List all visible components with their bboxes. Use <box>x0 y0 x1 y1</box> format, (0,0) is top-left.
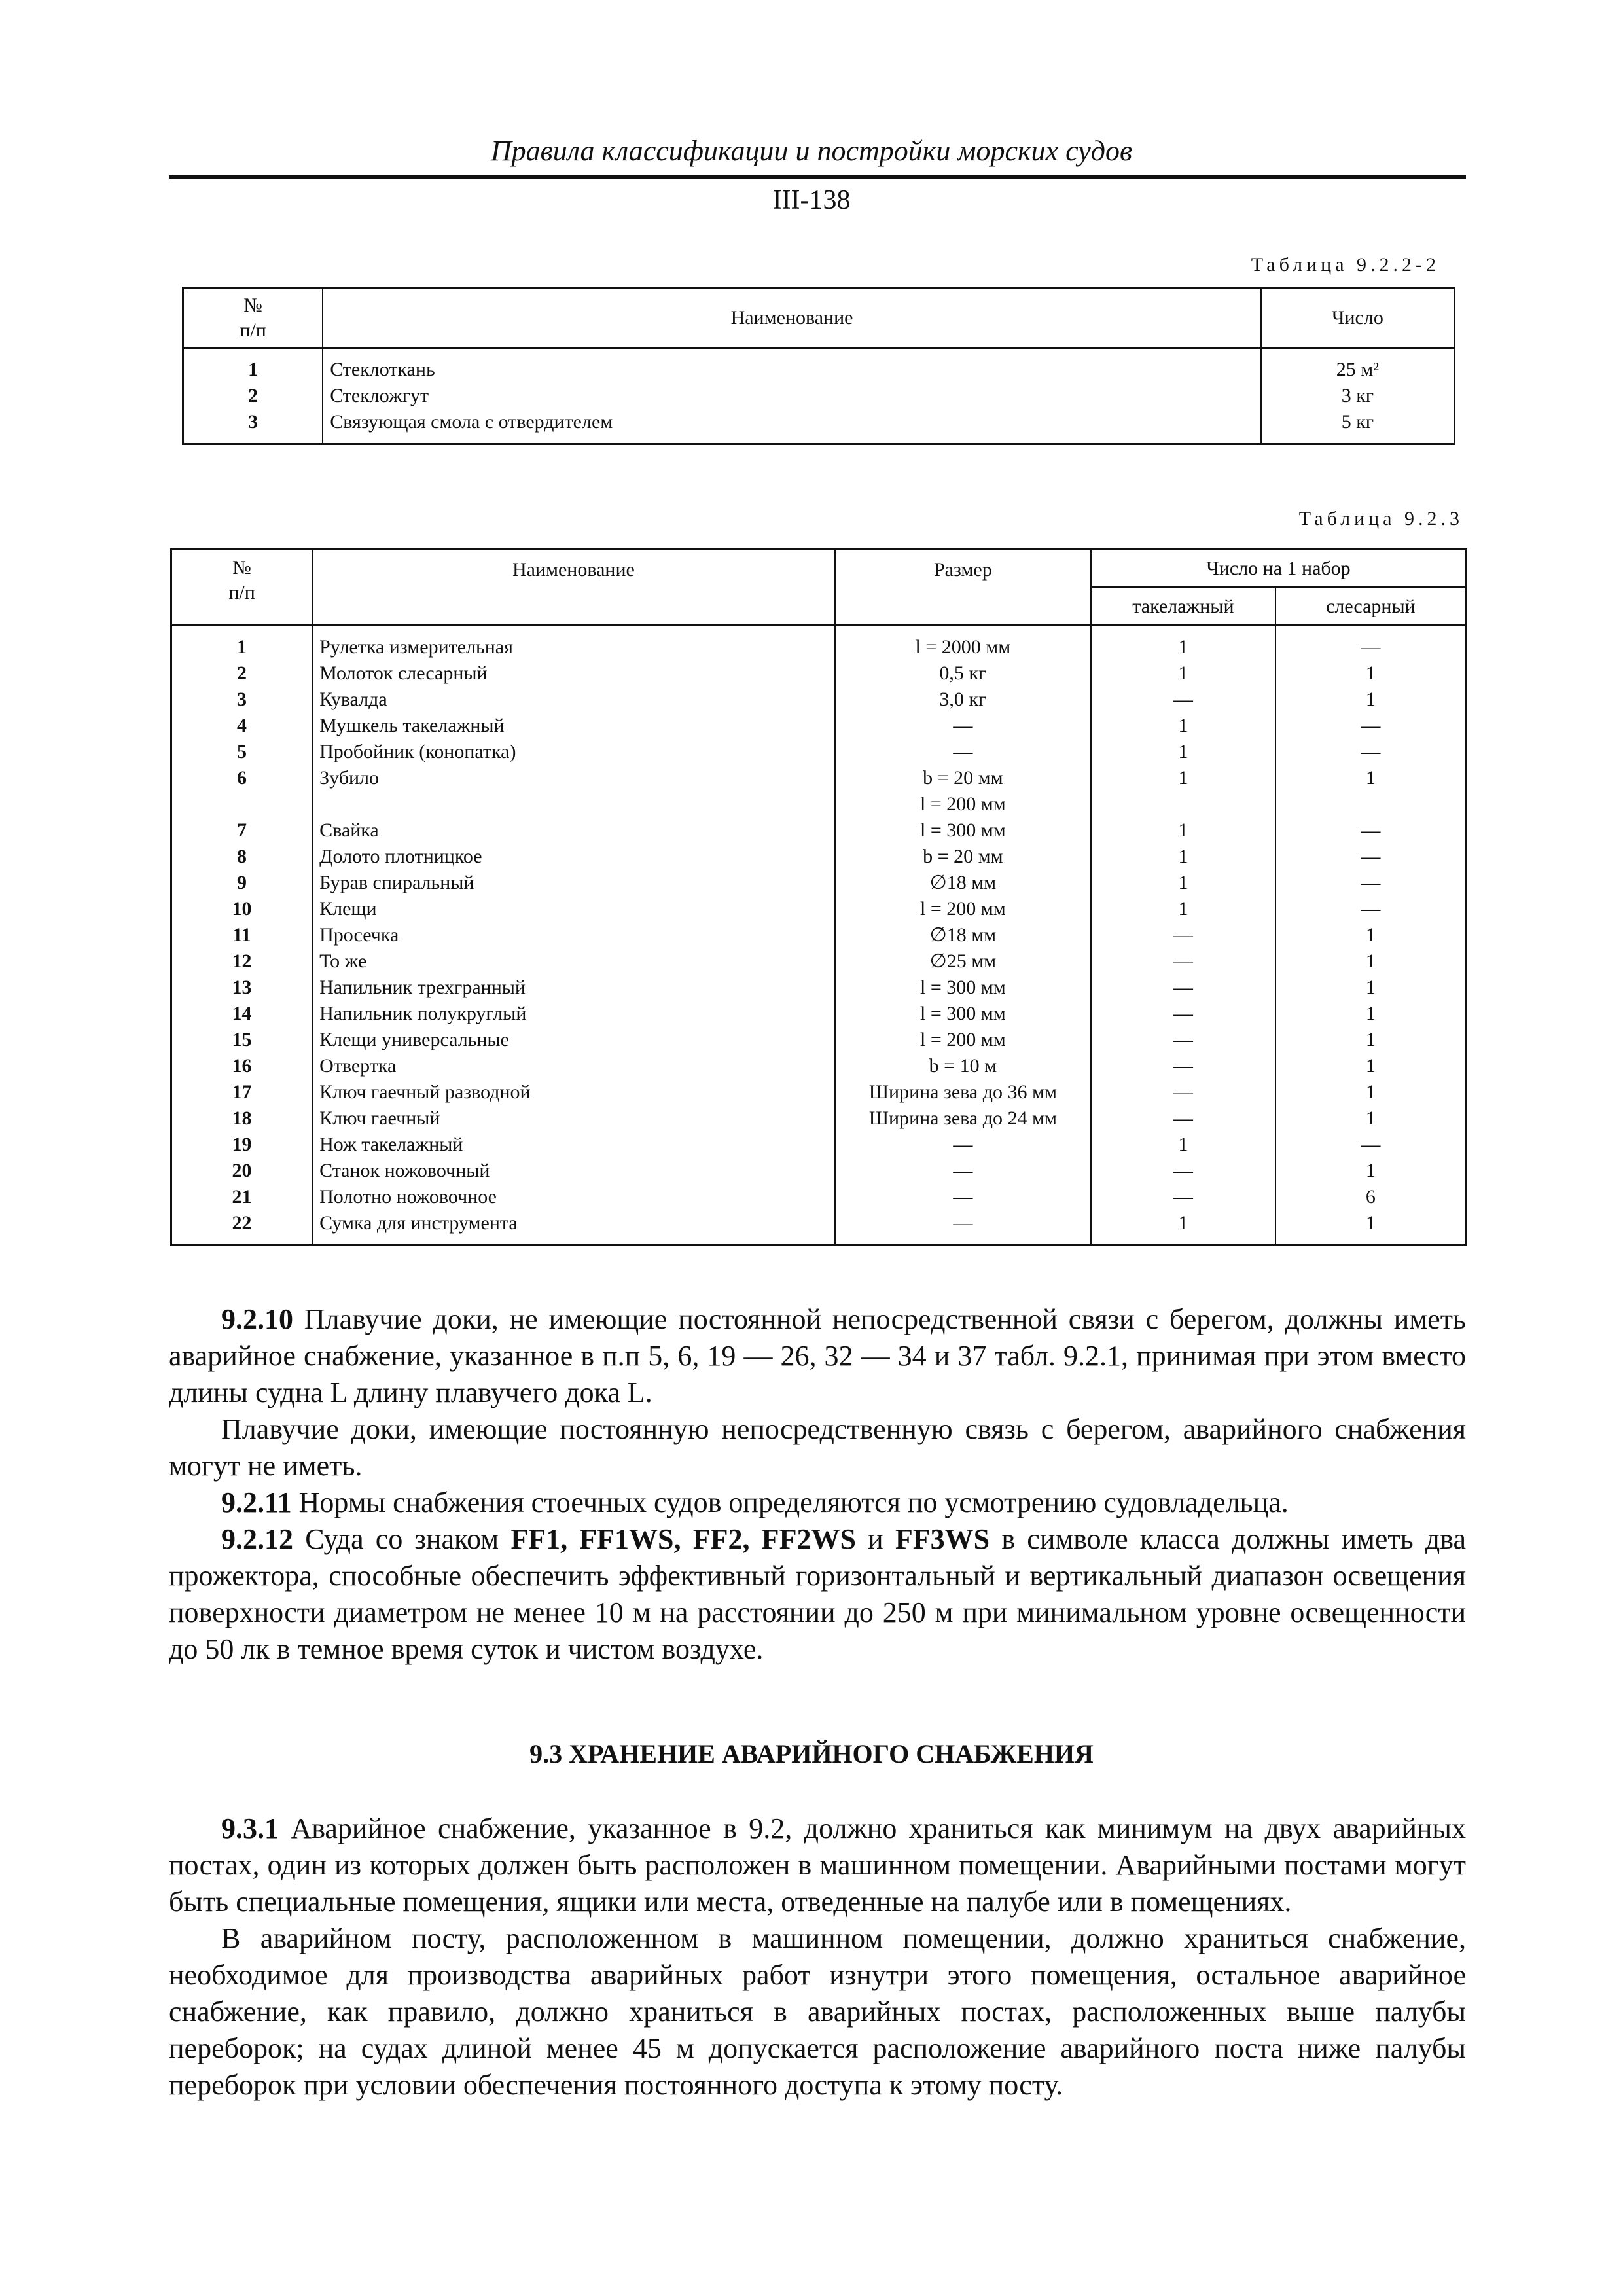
item-name: Стеклоткань <box>323 348 1261 384</box>
count-rigging: 1 <box>1091 817 1275 844</box>
item-name: Зубило <box>312 765 835 791</box>
row-number: 2 <box>171 660 313 687</box>
row-number: 10 <box>171 896 313 922</box>
item-size: 0,5 кг <box>835 660 1091 687</box>
item-name: Стекложгут <box>323 383 1261 409</box>
page-number: III-138 <box>772 185 851 215</box>
count-locksmith: 1 <box>1365 1029 1376 1050</box>
row-number: 11 <box>171 922 313 948</box>
section-heading: 9.3 ХРАНЕНИЕ АВАРИЙНОГО СНАБЖЕНИЯ <box>529 1739 1094 1768</box>
item-size: — <box>835 1158 1091 1184</box>
row-number: 18 <box>171 1105 313 1132</box>
count-rigging: — <box>1091 1001 1275 1027</box>
count-locksmith: 1 <box>1365 1107 1376 1129</box>
item-name: Станок ножовочный <box>312 1158 835 1184</box>
table-row <box>171 1210 1467 1246</box>
item-name: Пробойник (конопатка) <box>312 739 835 765</box>
count-rigging: 1 <box>1091 713 1275 739</box>
clause-number: 9.3.1 <box>221 1812 279 1844</box>
table-9-2-2-2 <box>182 287 1455 445</box>
table-row <box>171 1001 1467 1027</box>
table-9-2-3 <box>170 548 1467 1246</box>
row-number: 8 <box>171 844 313 870</box>
item-name: Ключ гаечный <box>312 1105 835 1132</box>
item-size: ∅25 мм <box>835 948 1091 975</box>
count-rigging: 1 <box>1091 896 1275 922</box>
count-rigging <box>1091 791 1275 817</box>
table-row <box>183 383 1455 409</box>
table-row <box>171 1105 1467 1132</box>
item-name: Полотно ножовочное <box>312 1184 835 1210</box>
table-row <box>183 348 1455 384</box>
row-number: 16 <box>171 1053 313 1079</box>
item-name: Нож такелажный <box>312 1132 835 1158</box>
count-locksmith: — <box>1361 1134 1381 1155</box>
clause-number: 9.2.10 <box>221 1303 293 1335</box>
class-mark-last: FF3WS <box>895 1523 990 1555</box>
row-number: 4 <box>171 713 313 739</box>
row-number: 1 <box>171 626 313 661</box>
count-rigging: — <box>1091 1027 1275 1053</box>
table-row <box>171 870 1467 896</box>
item-size: l = 300 мм <box>835 817 1091 844</box>
count-rigging: — <box>1091 975 1275 1001</box>
item-name: Ключ гаечный разводной <box>312 1079 835 1105</box>
item-size: b = 10 м <box>835 1053 1091 1079</box>
row-number: 2 <box>183 383 323 409</box>
item-size: ∅18 мм <box>835 870 1091 896</box>
count-rigging: — <box>1091 1079 1275 1105</box>
count-rigging: — <box>1091 1053 1275 1079</box>
table-row <box>171 791 1467 817</box>
count-rigging: 1 <box>1091 844 1275 870</box>
item-size: l = 300 мм <box>835 975 1091 1001</box>
table-row <box>171 660 1467 687</box>
table1-caption: Таблица 9.2.2-2 <box>1251 254 1440 276</box>
table-row <box>183 409 1455 444</box>
count-rigging: 1 <box>1091 660 1275 687</box>
count-locksmith: 1 <box>1365 924 1376 946</box>
item-size: — <box>835 739 1091 765</box>
item-name: Молоток слесарный <box>312 660 835 687</box>
table-row <box>171 948 1467 975</box>
item-name: Клещи универсальные <box>312 1027 835 1053</box>
count-locksmith: — <box>1361 715 1381 736</box>
row-number: 15 <box>171 1027 313 1053</box>
count-locksmith: 1 <box>1365 1003 1376 1024</box>
row-number: 3 <box>183 409 323 444</box>
t2-header-count: Число на 1 набор <box>1091 550 1466 588</box>
item-name: Клещи <box>312 896 835 922</box>
row-number: 14 <box>171 1001 313 1027</box>
class-marks: FF1, FF1WS, FF2, FF2WS <box>510 1523 856 1555</box>
t2-header-size: Размер <box>835 550 1091 626</box>
count-locksmith: 6 <box>1365 1186 1376 1208</box>
count-rigging: — <box>1091 1105 1275 1132</box>
t2-header-no: № п/п <box>171 550 313 626</box>
count-rigging: 1 <box>1091 1132 1275 1158</box>
table-row <box>171 1053 1467 1079</box>
count-locksmith: 1 <box>1365 1212 1376 1234</box>
item-name: Свайка <box>312 817 835 844</box>
item-size: — <box>835 713 1091 739</box>
row-number: 20 <box>171 1158 313 1184</box>
count-locksmith: 1 <box>1365 977 1376 998</box>
table-row <box>171 922 1467 948</box>
item-name: Бурав спиральный <box>312 870 835 896</box>
table-row <box>171 1132 1467 1158</box>
paragraph-9-3-1: 9.3.1 Аварийное снабжение, указанное в 9.2, должно храниться как минимум на двух аварийных постах, один из которых должен быть расположен в машинном помещении. Аварийными постами могут быть специальные помещения, ящики или места, отведенные на палубе или в помещениях. <box>169 1812 1466 1918</box>
t2-header-name: Наименование <box>312 550 835 626</box>
count-locksmith: — <box>1361 846 1381 867</box>
count-rigging: — <box>1091 1184 1275 1210</box>
paragraph-9-2-12: 9.2.12 Суда со знаком FF1, FF1WS, FF2, FF2WS и FF3WS в символе класса должны иметь два прожектора, способные обеспечить эффективный горизонтальный и вертикальный диапазон освещения поверхности диаметром не менее 10 м на расстоянии до 250 м при минимальном уровне освещенности до 50 лк в темное время суток и чистом воздухе. <box>169 1523 1466 1665</box>
count-locksmith <box>1275 791 1467 817</box>
item-size: l = 200 мм <box>835 791 1091 817</box>
item-size: ∅18 мм <box>835 922 1091 948</box>
item-name: Напильник трехгранный <box>312 975 835 1001</box>
item-size: l = 200 мм <box>835 1027 1091 1053</box>
item-name: Кувалда <box>312 687 835 713</box>
item-size: Ширина зева до 36 мм <box>835 1079 1091 1105</box>
item-name: Связующая смола с отвердителем <box>323 409 1261 444</box>
table-row <box>171 687 1467 713</box>
table-row <box>171 1184 1467 1210</box>
table-row <box>171 739 1467 765</box>
header-rule <box>169 175 1466 179</box>
item-count: 3 кг <box>1341 385 1374 406</box>
item-size: l = 2000 мм <box>835 626 1091 661</box>
count-rigging: — <box>1091 948 1275 975</box>
t1-header-name: Наименование <box>323 288 1261 348</box>
body-text-block-1 <box>169 1301 1466 1668</box>
t1-header-no: № п/п <box>183 288 323 348</box>
count-rigging: 1 <box>1091 1210 1275 1246</box>
item-name: Отвертка <box>312 1053 835 1079</box>
count-locksmith: 1 <box>1365 689 1376 710</box>
row-number: 13 <box>171 975 313 1001</box>
count-rigging: — <box>1091 1158 1275 1184</box>
row-number: 1 <box>183 348 323 384</box>
table-row <box>171 626 1467 661</box>
item-name: Рулетка измерительная <box>312 626 835 661</box>
item-count: 5 кг <box>1341 411 1374 433</box>
count-locksmith: 1 <box>1365 950 1376 972</box>
table-row <box>171 765 1467 791</box>
row-number: 7 <box>171 817 313 844</box>
row-number <box>171 791 313 817</box>
paragraph-9-2-11: 9.2.11 Нормы снабжения стоечных судов определяются по усмотрению судовладельца. <box>221 1486 1289 1518</box>
table-row <box>171 1079 1467 1105</box>
item-size: — <box>835 1210 1091 1246</box>
item-size: 3,0 кг <box>835 687 1091 713</box>
count-locksmith: — <box>1361 636 1381 658</box>
table-row <box>171 713 1467 739</box>
item-name <box>312 791 835 817</box>
count-rigging: 1 <box>1091 626 1275 661</box>
table-row <box>171 896 1467 922</box>
table-row <box>171 844 1467 870</box>
clause-number: 9.2.12 <box>221 1523 293 1555</box>
row-number: 22 <box>171 1210 313 1246</box>
item-size: — <box>835 1132 1091 1158</box>
row-number: 5 <box>171 739 313 765</box>
count-locksmith: 1 <box>1365 1160 1376 1181</box>
count-rigging: 1 <box>1091 870 1275 896</box>
item-name: Мушкель такелажный <box>312 713 835 739</box>
row-number: 17 <box>171 1079 313 1105</box>
count-locksmith: 1 <box>1365 1055 1376 1077</box>
count-locksmith: — <box>1361 819 1381 841</box>
row-number: 6 <box>171 765 313 791</box>
row-number: 9 <box>171 870 313 896</box>
count-locksmith: — <box>1361 898 1381 920</box>
item-size: b = 20 мм <box>835 844 1091 870</box>
item-name: Сумка для инструмента <box>312 1210 835 1246</box>
item-size: — <box>835 1184 1091 1210</box>
count-locksmith: — <box>1361 741 1381 762</box>
count-rigging: 1 <box>1091 739 1275 765</box>
item-size: b = 20 мм <box>835 765 1091 791</box>
item-size: l = 300 мм <box>835 1001 1091 1027</box>
clause-number: 9.2.11 <box>221 1486 292 1518</box>
body-text-block-2 <box>169 1810 1466 2104</box>
row-number: 21 <box>171 1184 313 1210</box>
running-header: Правила классификации и постройки морских судов <box>490 135 1133 167</box>
item-name: То же <box>312 948 835 975</box>
paragraph-9-3-1-b: В аварийном посту, расположенном в машинном помещении, должно храниться снабжение, необходимое для производства аварийных работ изнутри этого помещения, остальное аварийное снабжение, как правило, должно храниться в аварийных постах, расположенных выше палубы переборок; на судах длиной менее 45 м допускается расположение аварийного поста ниже палубы переборок при условии обеспечения постоянного доступа к этому посту. <box>169 1922 1466 2101</box>
row-number: 19 <box>171 1132 313 1158</box>
paragraph-9-2-10-b: Плавучие доки, имеющие постоянную непосредственную связь с берегом, аварийного снабжения могут не иметь. <box>169 1413 1466 1482</box>
item-size: Ширина зева до 24 мм <box>835 1105 1091 1132</box>
item-name: Долото плотницкое <box>312 844 835 870</box>
item-name: Напильник полукруглый <box>312 1001 835 1027</box>
count-locksmith: 1 <box>1365 767 1376 789</box>
row-number: 3 <box>171 687 313 713</box>
count-locksmith: 1 <box>1365 662 1376 684</box>
t2-header-rigging: такелажный <box>1091 588 1275 626</box>
count-locksmith: 1 <box>1365 1081 1376 1103</box>
table-row <box>171 1027 1467 1053</box>
row-number: 12 <box>171 948 313 975</box>
count-rigging: — <box>1091 687 1275 713</box>
table-row <box>171 817 1467 844</box>
item-name: Просечка <box>312 922 835 948</box>
count-locksmith: — <box>1361 872 1381 893</box>
table-row <box>171 1158 1467 1184</box>
item-count: 25 м² <box>1336 359 1380 380</box>
count-rigging: — <box>1091 922 1275 948</box>
table-row <box>171 975 1467 1001</box>
paragraph-9-2-10: 9.2.10 Плавучие доки, не имеющие постоянной непосредственной связи с берегом, должны иметь аварийное снабжение, указанное в п.п 5, 6, 19 — 26, 32 — 34 и 37 табл. 9.2.1, принимая при этом вместо длины судна L длину плавучего дока L. <box>169 1303 1466 1408</box>
table2-caption: Таблица 9.2.3 <box>1298 508 1463 529</box>
t1-header-count: Число <box>1261 288 1455 348</box>
item-size: l = 200 мм <box>835 896 1091 922</box>
t2-header-locksmith: слесарный <box>1275 588 1467 626</box>
count-rigging: 1 <box>1091 765 1275 791</box>
